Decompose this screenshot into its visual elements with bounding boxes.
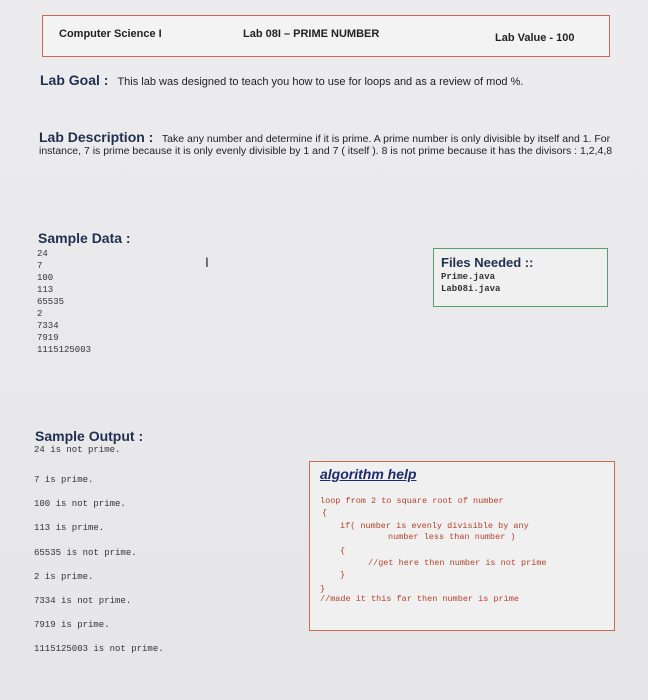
sample-data-value: 113 bbox=[37, 285, 54, 295]
algorithm-line: if( number is evenly divisible by any bbox=[340, 521, 529, 531]
header-box bbox=[42, 15, 610, 57]
sample-data-value: 1115125003 bbox=[37, 345, 92, 355]
lab-title: Lab 08I – PRIME NUMBER bbox=[243, 28, 380, 40]
text-cursor-icon: I bbox=[205, 254, 209, 270]
algorithm-line: number less than number ) bbox=[388, 532, 516, 542]
algorithm-line: { bbox=[340, 546, 346, 556]
lab-goal-label: Lab Goal : bbox=[40, 72, 109, 88]
sample-data-value: 7 bbox=[37, 261, 43, 271]
sample-data-list bbox=[37, 248, 91, 356]
files-needed-label: Files Needed :: bbox=[441, 255, 534, 270]
file-name: Lab08i.java bbox=[441, 284, 501, 294]
sample-output-line: 113 is prime. bbox=[34, 523, 105, 534]
sample-output-line: 2 is prime. bbox=[34, 571, 94, 582]
algorithm-line: //get here then number is not prime bbox=[368, 558, 547, 568]
lab-description-text: Take any number and determine if it is prime. A prime number is only divisible by itself and 1. For instance, 7 is prime because it is only evenly divisible by 1 and 7 ( itself ). 8 is not prime because it has the divisors : 1,2,4,8 bbox=[39, 133, 613, 157]
sample-output-line: 100 is not prime. bbox=[34, 499, 126, 510]
algorithm-help-box bbox=[309, 461, 615, 631]
algorithm-line: } bbox=[340, 570, 346, 580]
files-needed-list bbox=[441, 271, 500, 295]
sample-output-line: 24 is not prime. bbox=[34, 445, 121, 455]
lab-value: Lab Value - 100 bbox=[495, 32, 575, 44]
lab-description bbox=[39, 131, 624, 157]
sample-data-value: 2 bbox=[37, 309, 43, 319]
course-title: Computer Science I bbox=[59, 28, 162, 40]
sample-output-line: 1115125003 is not prime. bbox=[34, 644, 164, 655]
algorithm-help-title: algorithm help bbox=[320, 466, 417, 482]
algorithm-line: loop from 2 to square root of number bbox=[320, 496, 504, 506]
algorithm-line: //made it this far then number is prime bbox=[320, 594, 519, 604]
sample-output-line: 7 is prime. bbox=[34, 475, 94, 485]
lab-description-label: Lab Description : bbox=[39, 129, 154, 145]
sample-data-label: Sample Data : bbox=[38, 230, 131, 246]
sample-output-line: 7919 is prime. bbox=[34, 620, 110, 631]
sample-data-value: 7334 bbox=[37, 321, 59, 331]
algorithm-line: { bbox=[322, 508, 328, 518]
sample-output-label: Sample Output : bbox=[35, 428, 144, 444]
algorithm-line: } bbox=[320, 584, 326, 594]
sample-data-value: 7919 bbox=[37, 333, 59, 343]
sample-data-value: 65535 bbox=[37, 297, 65, 307]
sample-output-list bbox=[34, 444, 164, 662]
lab-goal bbox=[40, 72, 523, 88]
sample-data-value: 100 bbox=[37, 273, 54, 283]
file-name: Prime.java bbox=[441, 272, 496, 282]
sample-data-value: 24 bbox=[37, 249, 48, 259]
sample-output-line: 65535 is not prime. bbox=[34, 547, 137, 558]
files-needed-box bbox=[433, 248, 608, 307]
lab-goal-text: This lab was designed to teach you how to use for loops and as a review of mod %. bbox=[117, 76, 524, 88]
sample-output-line: 7334 is not prime. bbox=[34, 596, 132, 607]
